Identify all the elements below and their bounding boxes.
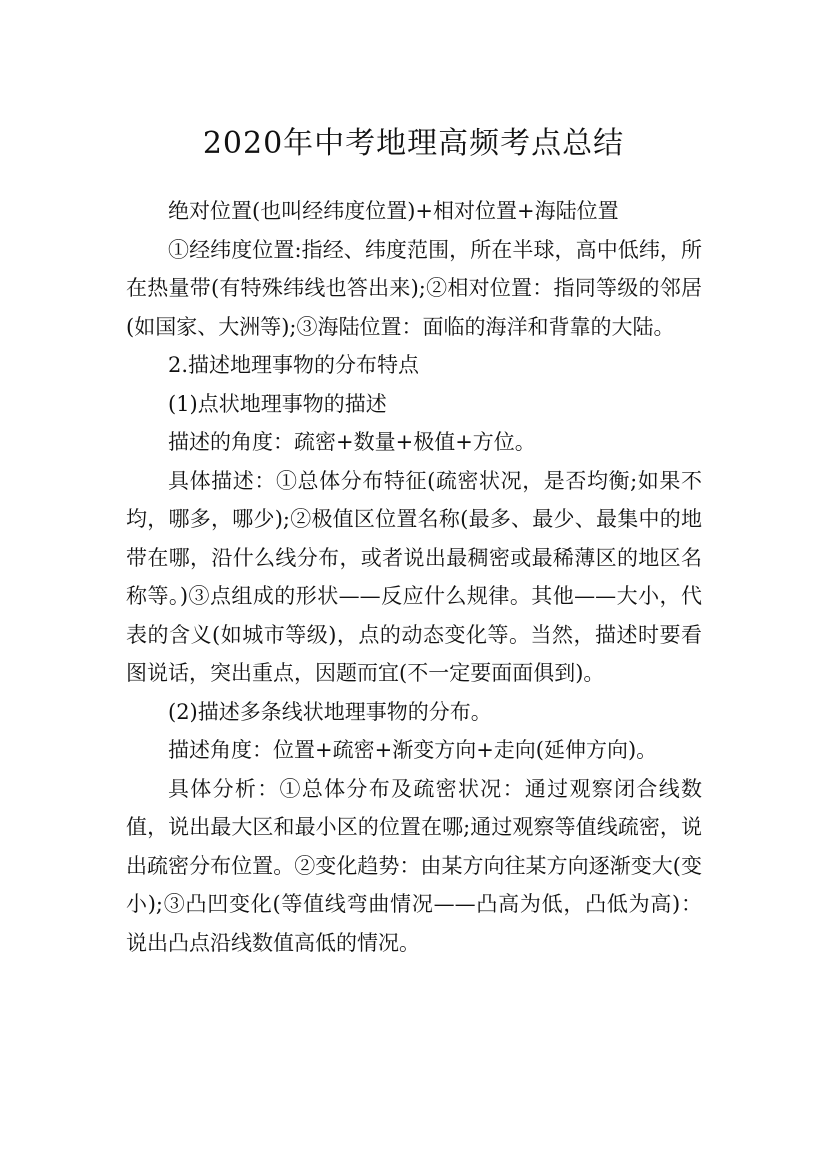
paragraph-line-angles: 描述角度：位置+疏密+渐变方向+走向(延伸方向)。 [168,738,658,762]
paragraph-line-details: 具体分析：①总体分布及疏密状况：通过观察闭合线数值，说出最大区和最小区的位置在哪;通过观察等值线疏密，说出疏密分布位置。②变化趋势：由某方向往某方向逐渐变大(变小);③凸凹变化(等值线弯曲情况——凸高为低，凸低为高)：说出凸点沿线数值高低的情况。 [126,776,702,955]
paragraph-location-types: 绝对位置(也叫经纬度位置)+相对位置+海陆位置 [168,199,619,223]
paragraph-location-details: ①经纬度位置:指经、纬度范围，所在半球，高中低纬，所在热量带(有特殊纬线也答出来);②相对位置：指同等级的邻居(如国家、大洲等);③海陆位置：面临的海洋和背靠的大陆。 [126,237,702,339]
paragraph-point-details: 具体描述：①总体分布特征(疏密状况，是否均衡;如果不均，哪多，哪少);②极值区位置名称(最多、最少、最集中的地带在哪，沿什么线分布，或者说出最稠密或最稀薄区的地区名称等。)③点组成的形状——反应什么规律。其他——大小，代表的含义(如城市等级)，点的动态变化等。当然，描述时要看图说话，突出重点，因题而宜(不一定要面面俱到)。 [126,468,702,685]
paragraph-point-angles: 描述的角度：疏密+数量+极值+方位。 [168,430,536,454]
document-body [126,192,702,962]
document-title: 2020年中考地理高频考点总结 [202,126,625,162]
subsection-heading-line-features: (2)描述多条线状地理事物的分布。 [168,699,492,724]
subsection-heading-point-features: (1)点状地理事物的描述 [168,391,387,416]
section-heading-distribution: 2.描述地理事物的分布特点 [168,353,420,377]
